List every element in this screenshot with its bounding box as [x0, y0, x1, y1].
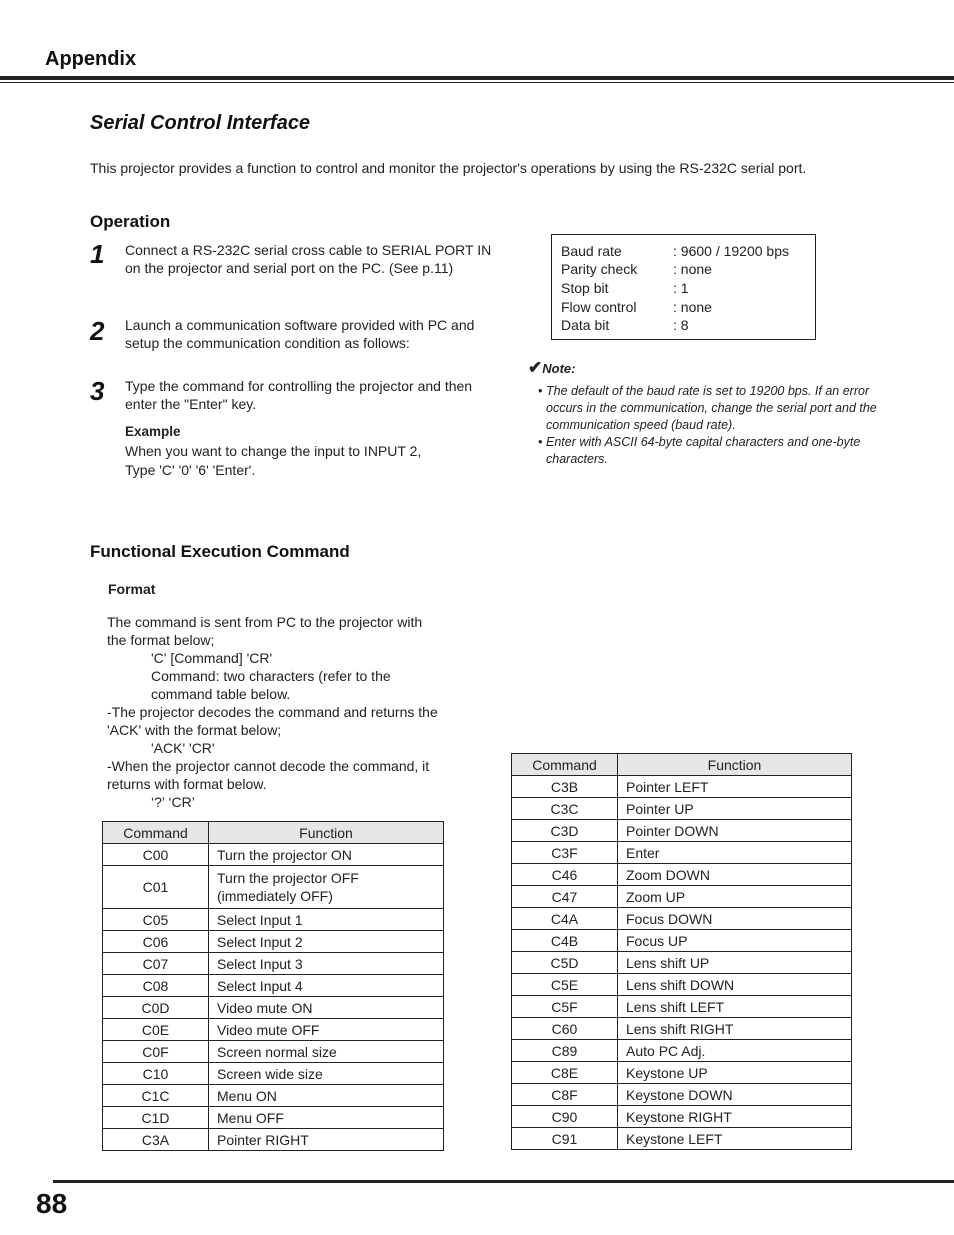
format-line: -When the projector cannot decode the command, it: [107, 758, 430, 774]
function-cell: Lens shift LEFT: [618, 996, 852, 1018]
command-table-left: [102, 821, 444, 1151]
setting-row-flow-control: [561, 299, 712, 315]
format-line: -The projector decodes the command and returns the: [107, 704, 438, 720]
setting-value: : none: [673, 299, 712, 315]
command-code-cell: C90: [512, 1106, 618, 1128]
command-code-cell: C89: [512, 1040, 618, 1062]
column-header-command: Command: [103, 822, 209, 844]
command-code-cell: C4A: [512, 908, 618, 930]
table-row: [512, 974, 852, 996]
function-cell: Select Input 3: [209, 953, 444, 975]
function-cell: Auto PC Adj.: [618, 1040, 852, 1062]
table-row: [103, 844, 444, 866]
table-row: [103, 1041, 444, 1063]
table-row: [512, 952, 852, 974]
command-code-cell: C01: [103, 866, 209, 909]
step-number-1: 1: [90, 239, 105, 269]
command-code-cell: C60: [512, 1018, 618, 1040]
table-row: [512, 864, 852, 886]
command-code-cell: C8F: [512, 1084, 618, 1106]
setting-value: : 9600 / 19200 bps: [673, 243, 789, 259]
step-text-3: Type the command for controlling the projector and then enter the "Enter" key.: [125, 378, 473, 412]
table-row: [512, 1128, 852, 1150]
setting-row-baud-rate: [561, 243, 789, 259]
format-line: 'ACK' with the format below;: [107, 722, 282, 738]
bullet-icon: •: [538, 384, 543, 398]
format-line: ‘?’ ‘CR’: [151, 794, 195, 810]
command-code-cell: C3F: [512, 842, 618, 864]
table-row: [512, 908, 852, 930]
function-cell: Video mute ON: [209, 997, 444, 1019]
setting-row-parity-check: [561, 261, 712, 277]
function-cell: Zoom DOWN: [618, 864, 852, 886]
setting-value: : 8: [673, 317, 689, 333]
setting-value: : 1: [673, 280, 689, 296]
setting-label: Baud rate: [561, 243, 622, 259]
note-item-text: Enter with ASCII 64-byte capital characters and one-byte characters.: [546, 435, 861, 466]
table-row: [103, 1085, 444, 1107]
step-number-2: 2: [90, 316, 105, 346]
command-code-cell: C10: [103, 1063, 209, 1085]
table-row: [512, 1106, 852, 1128]
command-code-cell: C5D: [512, 952, 618, 974]
command-code-cell: C8E: [512, 1062, 618, 1084]
table-row: [103, 1107, 444, 1129]
table-row: [103, 1063, 444, 1085]
example-label: Example: [125, 424, 181, 439]
table-row: [512, 886, 852, 908]
example-line: When you want to change the input to INPUT 2,: [125, 443, 422, 459]
function-cell: Keystone LEFT: [618, 1128, 852, 1150]
setting-row-data-bit: [561, 317, 689, 333]
function-cell: Pointer LEFT: [618, 776, 852, 798]
function-cell: Menu ON: [209, 1085, 444, 1107]
table-row: [103, 866, 444, 909]
table-row: [512, 930, 852, 952]
intro-paragraph: This projector provides a function to control and monitor the projector's operations by using the RS-232C serial port.: [90, 160, 807, 176]
format-line: The command is sent from PC to the projector with: [107, 614, 423, 630]
table-row: [103, 953, 444, 975]
table-header-row: [103, 822, 444, 844]
function-cell: Screen wide size: [209, 1063, 444, 1085]
column-header-command: Command: [512, 754, 618, 776]
function-cell: Select Input 4: [209, 975, 444, 997]
function-cell: Enter: [618, 842, 852, 864]
function-cell: Video mute OFF: [209, 1019, 444, 1041]
functional-heading: Functional Execution Command: [90, 542, 350, 561]
setting-label: Data bit: [561, 317, 610, 333]
function-cell: Menu OFF: [209, 1107, 444, 1129]
setting-label: Flow control: [561, 299, 637, 315]
command-code-cell: C08: [103, 975, 209, 997]
command-table-right: [511, 753, 852, 1150]
operation-heading: Operation: [90, 212, 171, 231]
table-row: [512, 820, 852, 842]
table-row: [103, 1129, 444, 1151]
step-text-1: Connect a RS-232C serial cross cable to SERIAL PORT IN on the projector and serial port on the PC. (See p.11): [125, 242, 492, 276]
setting-label: Parity check: [561, 261, 638, 277]
command-code-cell: C3B: [512, 776, 618, 798]
check-icon: ✔: [528, 358, 543, 377]
command-code-cell: C1C: [103, 1085, 209, 1107]
command-code-cell: C0D: [103, 997, 209, 1019]
bullet-icon: •: [538, 435, 543, 449]
format-line: returns with format below.: [107, 776, 267, 792]
table-row: [512, 1062, 852, 1084]
function-cell: Select Input 1: [209, 909, 444, 931]
function-cell: Lens shift DOWN: [618, 974, 852, 996]
step-text-2: Launch a communication software provided with PC and setup the communication condition as follows:: [125, 317, 475, 351]
note-title: [528, 358, 575, 378]
function-cell: Keystone UP: [618, 1062, 852, 1084]
function-cell: Turn the projector ON: [209, 844, 444, 866]
format-line: Command: two characters (refer to the: [151, 668, 391, 684]
function-cell: Select Input 2: [209, 931, 444, 953]
format-line: 'C' [Command] 'CR': [151, 650, 273, 666]
table-row: [103, 931, 444, 953]
command-code-cell: C4B: [512, 930, 618, 952]
communication-settings-box: [551, 234, 816, 340]
table-row: [512, 1040, 852, 1062]
command-code-cell: C1D: [103, 1107, 209, 1129]
function-cell: Turn the projector OFF (immediately OFF): [209, 866, 444, 909]
function-cell: Pointer DOWN: [618, 820, 852, 842]
function-cell: Keystone DOWN: [618, 1084, 852, 1106]
format-description: [107, 613, 487, 811]
function-cell: Lens shift UP: [618, 952, 852, 974]
column-header-function: Function: [209, 822, 444, 844]
step-number-3: 3: [90, 376, 105, 406]
table-row: [512, 776, 852, 798]
command-code-cell: C07: [103, 953, 209, 975]
command-code-cell: C05: [103, 909, 209, 931]
setting-value: : none: [673, 261, 712, 277]
table-row: [512, 842, 852, 864]
table-row: [103, 975, 444, 997]
table-row: [103, 909, 444, 931]
table-row: [512, 798, 852, 820]
example-line: Type 'C' '0' '6' 'Enter'.: [125, 462, 256, 478]
command-code-cell: C3D: [512, 820, 618, 842]
command-code-cell: C46: [512, 864, 618, 886]
setting-label: Stop bit: [561, 280, 609, 296]
table-row: [103, 997, 444, 1019]
note-item-text: The default of the baud rate is set to 19200 bps. If an error occurs in the communication, change the serial port and the communication speed (baud rate).: [546, 384, 877, 432]
format-line: the format below;: [107, 632, 215, 648]
setting-row-stop-bit: [561, 280, 689, 296]
function-cell: Pointer RIGHT: [209, 1129, 444, 1151]
header-title: Appendix: [45, 48, 137, 70]
format-line: 'ACK' 'CR': [151, 740, 215, 756]
example-text: [125, 442, 421, 480]
table-row: [103, 1019, 444, 1041]
function-cell: Keystone RIGHT: [618, 1106, 852, 1128]
table-header-row: [512, 754, 852, 776]
function-cell: Focus UP: [618, 930, 852, 952]
function-cell: Lens shift RIGHT: [618, 1018, 852, 1040]
note-title-label: Note:: [542, 361, 576, 376]
command-code-cell: C91: [512, 1128, 618, 1150]
table-row: [512, 1018, 852, 1040]
command-code-cell: C5E: [512, 974, 618, 996]
function-cell: Pointer UP: [618, 798, 852, 820]
function-cell: Screen normal size: [209, 1041, 444, 1063]
column-header-function: Function: [618, 754, 852, 776]
command-code-cell: C00: [103, 844, 209, 866]
function-cell: Zoom UP: [618, 886, 852, 908]
command-code-cell: C47: [512, 886, 618, 908]
format-line: command table below.: [151, 686, 291, 702]
note-item: [538, 383, 883, 434]
command-code-cell: C0F: [103, 1041, 209, 1063]
header-rule: [0, 76, 954, 80]
command-code-cell: C3C: [512, 798, 618, 820]
table-row: [512, 996, 852, 1018]
table-row: [512, 1084, 852, 1106]
command-code-cell: C3A: [103, 1129, 209, 1151]
command-code-cell: C0E: [103, 1019, 209, 1041]
command-code-cell: C06: [103, 931, 209, 953]
page-number: 88: [36, 1188, 68, 1219]
header-rule-thin: [0, 82, 954, 83]
section-title: Serial Control Interface: [90, 112, 311, 134]
footer-rule: [53, 1180, 954, 1183]
function-cell: Focus DOWN: [618, 908, 852, 930]
format-label: Format: [108, 581, 156, 597]
command-code-cell: C5F: [512, 996, 618, 1018]
note-item: [538, 434, 883, 468]
